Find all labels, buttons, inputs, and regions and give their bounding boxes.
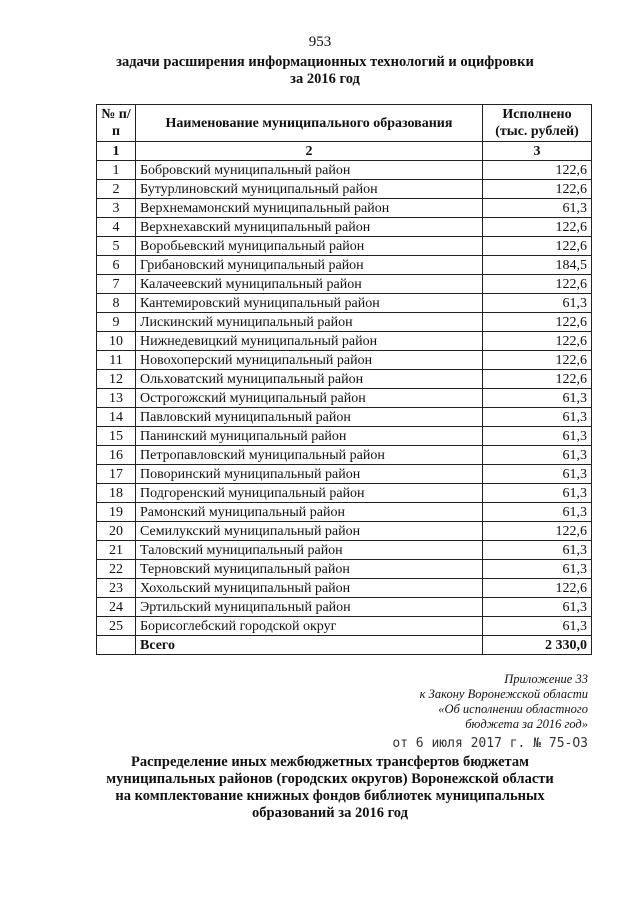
municipality-name: Терновский муниципальный район (136, 560, 483, 579)
appendix-note (360, 672, 588, 732)
appendix-line: «Об исполнении областного (438, 702, 588, 716)
row-number: 9 (97, 313, 136, 332)
executed-amount: 61,3 (483, 294, 592, 313)
row-number: 8 (97, 294, 136, 313)
executed-amount: 122,6 (483, 161, 592, 180)
table-body (97, 161, 592, 636)
section-heading (60, 54, 590, 88)
table-row (97, 579, 592, 598)
municipality-name: Новохоперский муниципальный район (136, 351, 483, 370)
row-number: 10 (97, 332, 136, 351)
municipality-name: Панинский муниципальный район (136, 427, 483, 446)
table-row (97, 351, 592, 370)
table-row (97, 484, 592, 503)
municipality-name: Калачеевский муниципальный район (136, 275, 483, 294)
municipality-name: Ольховатский муниципальный район (136, 370, 483, 389)
municipality-name: Верхнемамонский муниципальный район (136, 199, 483, 218)
document-title-line: муниципальных районов (городских округов) Воронежской области (106, 771, 554, 787)
total-label: Всего (136, 636, 483, 655)
row-number: 3 (97, 199, 136, 218)
row-number: 11 (97, 351, 136, 370)
date-stamp: от 6 июля 2017 г. № 75-ОЗ (392, 736, 588, 751)
executed-amount: 122,6 (483, 370, 592, 389)
executed-amount: 122,6 (483, 218, 592, 237)
executed-amount: 61,3 (483, 389, 592, 408)
row-number: 7 (97, 275, 136, 294)
executed-amount: 122,6 (483, 522, 592, 541)
row-number: 6 (97, 256, 136, 275)
table-row (97, 427, 592, 446)
document-title-line: образований за 2016 год (252, 805, 408, 821)
executed-amount: 61,3 (483, 617, 592, 636)
page-number: 953 (308, 34, 332, 50)
municipality-name: Поворинский муниципальный район (136, 465, 483, 484)
municipality-name: Кантемировский муниципальный район (136, 294, 483, 313)
executed-amount: 61,3 (483, 446, 592, 465)
executed-amount: 61,3 (483, 560, 592, 579)
executed-amount: 61,3 (483, 503, 592, 522)
executed-amount: 122,6 (483, 579, 592, 598)
table-row (97, 617, 592, 636)
executed-amount: 61,3 (483, 427, 592, 446)
section-heading-line: за 2016 год (290, 71, 360, 87)
section-heading-line: задачи расширения информационных технологий и оцифровки (116, 54, 534, 70)
row-number: 18 (97, 484, 136, 503)
document-title-line: на комплектование книжных фондов библиотек муниципальных (115, 788, 545, 804)
column-index: 1 (97, 142, 136, 161)
table-header-row (97, 105, 592, 142)
table-row (97, 598, 592, 617)
row-number: 24 (97, 598, 136, 617)
executed-amount: 61,3 (483, 408, 592, 427)
row-number: 12 (97, 370, 136, 389)
municipality-name: Грибановский муниципальный район (136, 256, 483, 275)
table-row (97, 313, 592, 332)
table-row (97, 446, 592, 465)
row-number: 16 (97, 446, 136, 465)
executed-amount: 122,6 (483, 313, 592, 332)
table-row (97, 465, 592, 484)
document-title-line: Распределение иных межбюджетных трансфертов бюджетам (131, 754, 529, 770)
table-row (97, 389, 592, 408)
table-row (97, 275, 592, 294)
municipality-name: Лискинский муниципальный район (136, 313, 483, 332)
appendix-line: бюджета за 2016 год» (465, 717, 588, 731)
column-index-row (97, 142, 592, 161)
column-index: 3 (483, 142, 592, 161)
row-number: 4 (97, 218, 136, 237)
municipality-name: Верхнехавский муниципальный район (136, 218, 483, 237)
row-number: 20 (97, 522, 136, 541)
transfers-table (96, 104, 592, 655)
total-num-cell (97, 636, 136, 655)
table-row (97, 256, 592, 275)
executed-amount: 122,6 (483, 275, 592, 294)
executed-amount: 61,3 (483, 465, 592, 484)
municipality-name: Борисоглебский городской округ (136, 617, 483, 636)
table-row (97, 294, 592, 313)
executed-amount: 61,3 (483, 598, 592, 617)
row-number: 2 (97, 180, 136, 199)
executed-amount: 61,3 (483, 199, 592, 218)
municipality-name: Бутурлиновский муниципальный район (136, 180, 483, 199)
row-number: 15 (97, 427, 136, 446)
municipality-name: Рамонский муниципальный район (136, 503, 483, 522)
row-number: 17 (97, 465, 136, 484)
municipality-name: Павловский муниципальный район (136, 408, 483, 427)
table-row (97, 522, 592, 541)
row-number: 19 (97, 503, 136, 522)
row-number: 13 (97, 389, 136, 408)
row-number: 14 (97, 408, 136, 427)
executed-amount: 122,6 (483, 351, 592, 370)
table-row (97, 370, 592, 389)
executed-amount: 122,6 (483, 332, 592, 351)
municipality-name: Семилукский муниципальный район (136, 522, 483, 541)
table-row (97, 560, 592, 579)
municipality-name: Хохольский муниципальный район (136, 579, 483, 598)
row-number: 5 (97, 237, 136, 256)
executed-amount: 122,6 (483, 180, 592, 199)
table-row (97, 408, 592, 427)
municipality-name: Бобровский муниципальный район (136, 161, 483, 180)
table-row (97, 332, 592, 351)
municipality-name: Эртильский муниципальный район (136, 598, 483, 617)
table-row (97, 199, 592, 218)
header-num: № п/п (97, 105, 136, 142)
table-row (97, 161, 592, 180)
municipality-name: Воробьевский муниципальный район (136, 237, 483, 256)
municipality-name: Таловский муниципальный район (136, 541, 483, 560)
total-value: 2 330,0 (483, 636, 592, 655)
municipality-name: Нижнедевицкий муниципальный район (136, 332, 483, 351)
table-row (97, 503, 592, 522)
total-row (97, 636, 592, 655)
row-number: 23 (97, 579, 136, 598)
column-index: 2 (136, 142, 483, 161)
document-title (60, 754, 600, 822)
table-row (97, 180, 592, 199)
municipality-name: Подгоренский муниципальный район (136, 484, 483, 503)
header-value: Исполнено (тыс. рублей) (483, 105, 592, 142)
row-number: 25 (97, 617, 136, 636)
executed-amount: 61,3 (483, 484, 592, 503)
executed-amount: 61,3 (483, 541, 592, 560)
appendix-line: Приложение 33 (504, 672, 588, 686)
row-number: 22 (97, 560, 136, 579)
municipality-name: Острогожский муниципальный район (136, 389, 483, 408)
table-row (97, 541, 592, 560)
header-name: Наименование муниципального образования (136, 105, 483, 142)
table-row (97, 237, 592, 256)
appendix-line: к Закону Воронежской области (419, 687, 588, 701)
executed-amount: 184,5 (483, 256, 592, 275)
row-number: 21 (97, 541, 136, 560)
row-number: 1 (97, 161, 136, 180)
executed-amount: 122,6 (483, 237, 592, 256)
municipality-name: Петропавловский муниципальный район (136, 446, 483, 465)
table-row (97, 218, 592, 237)
